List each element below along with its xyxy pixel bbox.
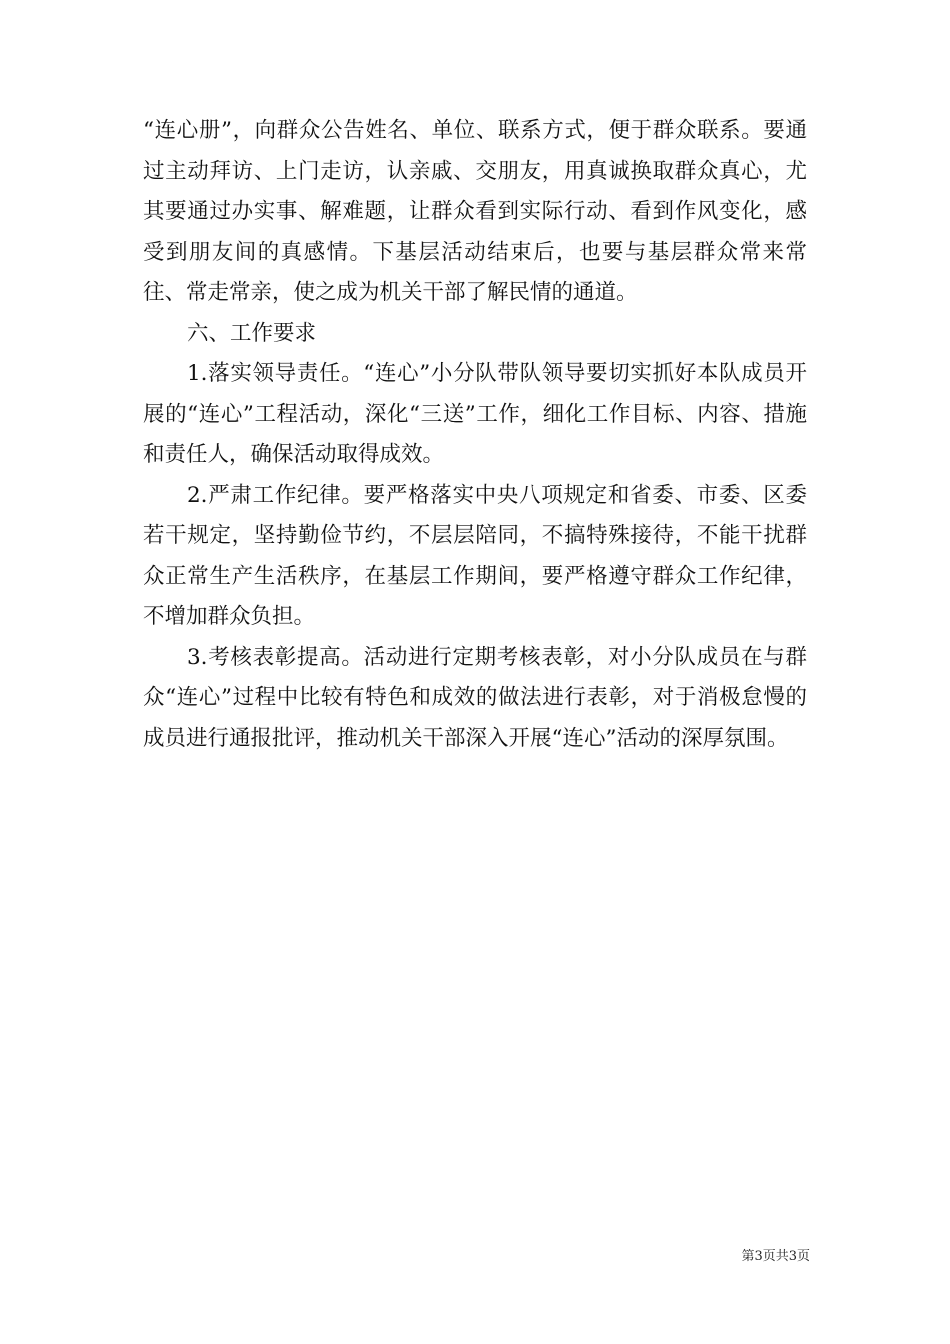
paragraph-item-3: 3.考核表彰提高。活动进行定期考核表彰，对小分队成员在与群众“连心”过程中比较有特色和成效的做法进行表彰，对于消极怠慢的成员进行通报批评，推动机关干部深入开展“连心”活动的深厚氛围。 (143, 644, 807, 751)
section-heading-work-requirements: 六、工作要求 (187, 320, 317, 346)
page-number: 第3页共3页 (741, 1249, 810, 1264)
document-body (143, 111, 807, 759)
paragraph-item-2: 2.严肃工作纪律。要严格落实中央八项规定和省委、市委、区委若干规定，坚持勤俭节约，不层层陪同，不搞特殊接待，不能干扰群众正常生产生活秩序，在基层工作期间，要严格遵守群众工作纪律，不增加群众负担。 (143, 482, 807, 629)
paragraph-item-1: 1.落实领导责任。“连心”小分队带队领导要切实抓好本队成员开展的“连心”工程活动，深化“三送”工作，细化工作目标、内容、措施和责任人，确保活动取得成效。 (143, 361, 808, 467)
paragraph-continuation: “连心册”，向群众公告姓名、单位、联系方式，便于群众联系。要通过主动拜访、上门走访，认亲戚、交朋友，用真诚换取群众真心，尤其要通过办实事、解难题，让群众看到实际行动、看到作风变化，感受到朋友间的真感情。下基层活动结束后，也要与基层群众常来常往、常走常亲，使之成为机关干部了解民情的通道。 (143, 118, 807, 305)
